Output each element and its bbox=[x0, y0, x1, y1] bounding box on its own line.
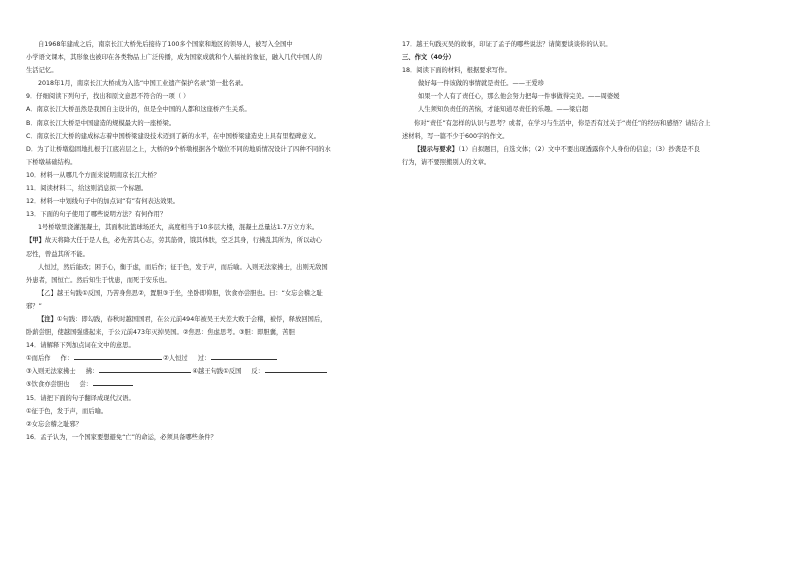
answer-blank[interactable] bbox=[93, 379, 133, 386]
material-paragraph-cont: 小学语文课本，其形象也被印在各类物品上广泛传播，成为国家成就和个人福祉的象征，融入几代中国人的 bbox=[26, 54, 322, 62]
text-jia-line bbox=[26, 234, 391, 247]
question-18: 18．阅读下面的材料，根据要求写作。 bbox=[402, 67, 511, 75]
option-d-cont: 下桥墩基础结构。 bbox=[26, 158, 77, 166]
question-12: 12．材料一中划线句子中的加点词“有”有何表达效果。 bbox=[26, 198, 180, 206]
text-yi-tag: 【乙】 bbox=[38, 289, 57, 297]
question-9: 9．仔细阅读下列句子，找出和原文意思不符合的一项（ ） bbox=[26, 93, 190, 101]
answer-blank[interactable] bbox=[265, 366, 327, 373]
q14-item-1: ①而后作 bbox=[26, 355, 51, 363]
section-3-heading: 三、作文（40分） bbox=[402, 54, 455, 62]
question-17: 17．越王句践灭吴的故事，印证了孟子的哪些说法？请简要谈谈你的认识。 bbox=[402, 41, 612, 48]
note-tag: 【注】 bbox=[38, 315, 57, 323]
right-column bbox=[402, 38, 768, 169]
requirements-cont: 行为，请不要照搬别人的文章。 bbox=[402, 158, 491, 166]
question-15: 15．请把下面的句子翻译成现代汉语。 bbox=[26, 394, 135, 402]
q14-item-2: ②人恒过 bbox=[163, 355, 188, 363]
q14-item-5: ⑤饮食亦尝胆也 bbox=[26, 381, 70, 389]
text-yi-line bbox=[26, 287, 391, 300]
question-14: 14．请解释下列加点词在文中的意思。 bbox=[26, 342, 135, 350]
note-line bbox=[26, 313, 391, 326]
quote-1: 做好每一件该做的事情就是责任。——王爱珍 bbox=[418, 80, 544, 88]
q14-item-4: ④越王句践①反国 bbox=[192, 368, 242, 376]
option-b: B．南京长江大桥是中国建造的规模最大的一座桥梁。 bbox=[26, 119, 176, 127]
left-column bbox=[26, 38, 391, 444]
question-16: 16．孟子认为，一个国家要想避免“亡”的命运，必须具备哪些条件？ bbox=[26, 433, 217, 441]
material-paragraph: 自1968年建成之后，南京长江大桥先后接待了100多个国家和地区的领导人，被写入全国中 bbox=[38, 41, 293, 48]
answer-blank[interactable] bbox=[99, 366, 191, 373]
question-13: 13．下面的句子使用了哪些说明方法？有何作用？ bbox=[26, 211, 167, 219]
q14-item-3: ③入则无法家拂士 bbox=[26, 368, 76, 376]
material-paragraph-cont: 生活记忆。 bbox=[26, 67, 58, 75]
writing-prompt-cont: 述材料，写一篇不少于600字的作文。 bbox=[402, 132, 509, 140]
text-yi-body: 越王句践①反国，乃苦身焦思②，置胆③于坐，坐卧即仰胆，饮食亦尝胆也。曰：“女忘会稽之耻 bbox=[56, 289, 323, 297]
requirements-line bbox=[402, 143, 768, 156]
option-c: C．南京长江大桥的建成标志着中国桥梁建设技术迈到了新的水平，在中国桥梁建造史上具有里程碑意义。 bbox=[26, 132, 321, 140]
question-10: 10．材料一从哪几个方面来说明南京长江大桥？ bbox=[26, 171, 160, 179]
question-15-item-2: ②女忘会稽之耻邪？ bbox=[26, 420, 83, 428]
question-14-row3 bbox=[26, 378, 391, 391]
requirements-body: （1）自拟题目，自选文体；（2）文中不要出现透露你个人身份的信息；（3）抄袭是不良 bbox=[458, 145, 700, 153]
answer-blank[interactable] bbox=[211, 353, 277, 360]
option-a: A．南京长江大桥虽然是我国自主设计的，但是全中国的人都和这座桥产生关系。 bbox=[26, 106, 251, 114]
news-paragraph: 2018年1月，南京长江大桥成为入选“中国工业遗产保护名录”第一批名录。 bbox=[38, 80, 248, 88]
q14-item-1-word: 作： bbox=[60, 355, 74, 363]
text-jia-tag: 【甲】 bbox=[26, 237, 45, 245]
question-15-item-1: ①征于色，发于声，而后喻。 bbox=[26, 407, 108, 415]
question-14-row1 bbox=[26, 352, 391, 365]
question-13-sentence: 1号桥墩里浇灌混凝土，其面积比篮球场还大，高度相当于10多层大楼，混凝土总量达1.7万立方米。 bbox=[38, 224, 319, 232]
note-cont: 卧薪尝胆，使越国强盛起来，于公元前473年灭掉吴国。②焦思：焦虑思考。③胆：即胆囊，苦胆 bbox=[26, 329, 295, 337]
question-11: 11．阅读材料二，给这则消息拟一个标题。 bbox=[26, 185, 148, 193]
note-body: ①句践：即勾践，春秋时越国国君，在公元前494年被吴王夫差大败于会稽，被俘，释放回国后， bbox=[56, 315, 327, 323]
text-jia-para2-cont: 外患者，国恒亡。然后知生于忧患，而死于安乐也。 bbox=[26, 276, 171, 284]
writing-prompt: 你对“责任”有怎样的认识与思考？或者，在学习与生活中，你是否有过关于“责任”的经历和感悟？请结合上 bbox=[414, 119, 711, 127]
question-14-row2 bbox=[26, 365, 391, 378]
q14-item-3-word: 拂： bbox=[85, 368, 99, 376]
requirements-tag: 【提示与要求】 bbox=[414, 145, 459, 153]
option-d: D．为了让桥墩稳固地扎根于江底岩层之上，大桥的9个桥墩根据各个墩位不同的地质情况设计了四种不同的水 bbox=[26, 145, 331, 153]
text-jia-cont: 忍性，曾益其所不能。 bbox=[26, 250, 89, 258]
text-yi-cont: 邪？” bbox=[26, 302, 42, 310]
quote-3: 人生须知负责任的苦恼，才能知道尽责任的乐趣。——梁启超 bbox=[418, 106, 589, 114]
q14-item-2-word: 过： bbox=[197, 355, 211, 363]
text-jia-body: 故天将降大任于是人也，必先苦其心志，劳其筋骨，饿其体肤，空乏其身，行拂乱其所为，所以动心 bbox=[44, 237, 322, 245]
text-jia-para2: 人恒过，然后能改；困于心，衡于虑，而后作；征于色，发于声，而后喻。入则无法家拂士，出则无敌国 bbox=[38, 263, 328, 271]
answer-blank[interactable] bbox=[74, 353, 162, 360]
quote-2: 如果一个人有了责任心，那么他会努力把每一件事做得完美。——周婆媛 bbox=[418, 93, 620, 101]
q14-item-4-word: 反： bbox=[251, 368, 264, 376]
q14-item-5-word: 尝： bbox=[79, 381, 93, 389]
